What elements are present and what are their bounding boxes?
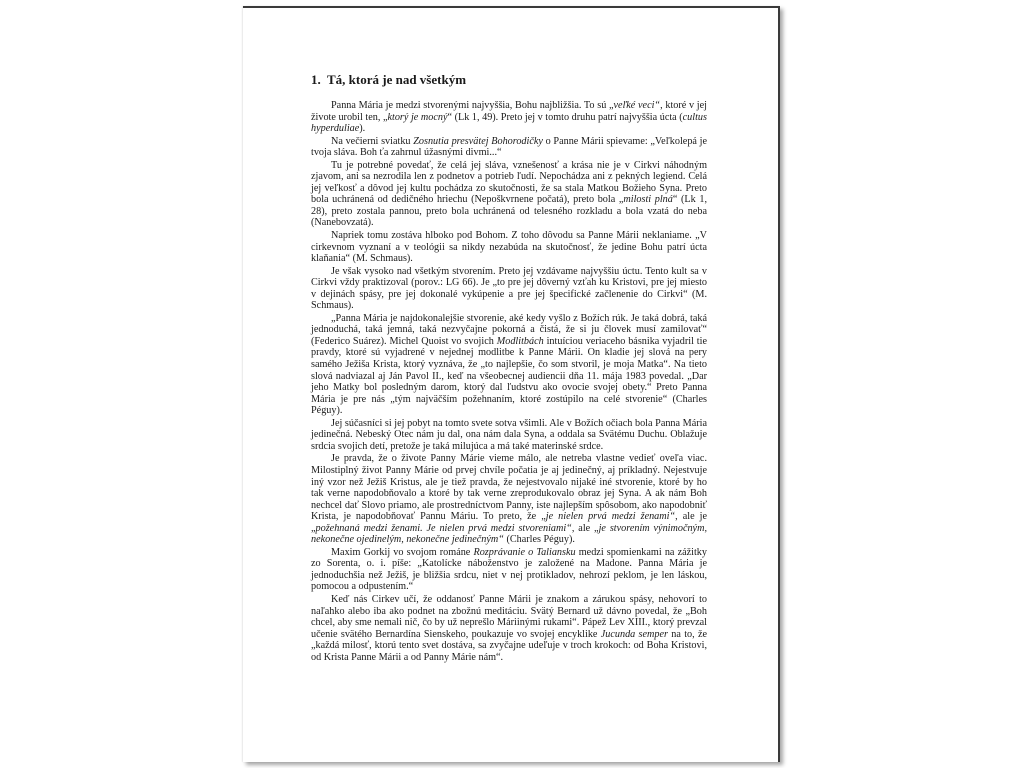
chapter-title: Tá, ktorá je nad všetkým	[327, 72, 467, 87]
text-segment: , ktoré v jej živote urobil ten, „	[311, 100, 707, 123]
text-segment: „Panna Mária je najdokonalejšie stvorenie, aké kedy vyšlo z Božích rúk. Je taká dobrá, taká jednoduchá, taká jemná, taká nezvyčajne pokorná a čistá, že si ju človek musí zamilovať“ (Federico Suárez). Michel Quoist vo svojich	[311, 312, 707, 347]
text-segment: Je pravda, že o živote Panny Márie vieme málo, ale netreba vlastne vedieť oveľa viac. Milostiplný život Panny Márie od prvej chvíle počatia je aj jedinečný, aj príkladný. Nejestvuje iný vzor než Ježiš Kristus, ale je tiež pravda, že nejestvovalo nijaké iné stvorenie, ktoré by ho tak verne napodobňovalo a ktoré by tak verne zreprodukovalo obraz jej Syna. A ak nám Boh nechcel dať Slovo priamo, ale prostredníctvom Panny, iste najlepším spôsobom, ako napodobniť Krista, je napodobňovať Pannu Máriu. To preto, že „	[311, 453, 707, 523]
paragraph	[311, 453, 707, 545]
italic-text: Zosnutia presvätej Bohorodičky	[413, 135, 543, 147]
paragraph	[311, 160, 707, 229]
italic-text: Jucunda semper	[600, 628, 668, 640]
paragraph	[311, 594, 707, 663]
italic-text: je stvorením výnimočným, nekonečne ojedinelým, nekonečne jedinečným“	[311, 522, 707, 546]
text-segment: Je však vysoko nad všetkým stvorením. Preto jej vzdávame najvyššiu úctu. Tento kult sa v Cirkvi vždy praktizoval (porov.: LG 66). Je „to pre jej dôverný vzťah ku Kristovi, pre jej miesto v dejinách spásy, pre jej dokonalé vykúpenie a pre jej špecifické začlenenie do Cirkvi“ (M. Schmaus).	[311, 265, 707, 312]
text-segment: Napriek tomu zostáva hlboko pod Bohom. Z toho dôvodu sa Panne Márii neklaniame. „V cirkevnom vyznaní a v teológii sa nikdy nezabúda na skutočnosť, že jedine Bohu patrí úcta klaňania“ (M. Schmaus).	[311, 230, 707, 265]
text-segment: Maxim Gorkij vo svojom románe	[331, 546, 474, 558]
text-segment: , ale je „	[311, 511, 707, 534]
italic-text: ktorý je mocný	[387, 111, 448, 123]
text-segment: (Charles Péguy).	[503, 534, 575, 546]
text-segment: Tu je potrebné povedať, že celá jej sláva, vznešenosť a krása nie je v Cirkvi náhodným zjavom, ani sa nezrodila len z podnetov a potrieb ľudí. Nepochádza ani z pekných legiend. Celá jej veľkosť a dôvod jej kultu pochádza zo skutočnosti, že sa stala Matkou Božieho Syna. Preto bola uchránená od dedičného hriechu (Nepoškvrnene počatá), preto bola „	[311, 159, 707, 206]
paragraph	[311, 230, 707, 265]
paragraph	[311, 266, 707, 312]
text-segment: “ (Lk 1, 28), preto zostala pannou, preto bola uchránená od telesného rozkladu a bola vzatá do neba (Nanebovzatá).	[311, 194, 707, 229]
text-segment: Keď nás Cirkev učí, že oddanosť Panne Márii je znakom a zárukou spásy, nehovorí to naľahko alebo iba ako podnet na zbožnú meditáciu. Svätý Bernard už dávno povedal, že „Boh chcel, aby sme nemali nič, čo by už neprešlo Máriinými rukami“. Pápež Lev XIII., ktorý prevzal učenie svätého Bernardína Sienskeho, poukazuje vo svojej encyklike	[311, 593, 707, 640]
italic-text: Modlitbách	[496, 335, 544, 347]
italic-text: Rozprávanie o Taliansku	[473, 546, 576, 558]
text-segment: , ale „	[571, 522, 599, 534]
text-segment: Jej súčasníci si jej pobyt na tomto svete sotva všimli. Ale v Božích očiach bola Panna Mária jedinečná. Nebeský Otec nám ju dal, ona nám dala Syna, a oddala sa Svätému Duchu. Oblažuje srdcia svojich detí, pretože je taká milujúca a má také materinské srdce.	[311, 417, 707, 452]
text-segment: medzi spomienkami na zážitky zo Sorenta, o. i. píše: „Katolícke náboženstvo je založené na Madone. Panna Mária je jednoduchšia než Ježiš, je bližšia srdcu, niet v nej protikladov, nehrozí peklom, je len láskou, pomocou a odpustením.“	[311, 546, 707, 593]
italic-text: je nielen prvá medzi ženami“	[545, 511, 676, 523]
paragraph	[311, 136, 707, 159]
text-segment: Na večierni sviatku	[331, 135, 414, 147]
text-segment: Panna Mária je medzi stvorenými najvyššia, Bohu najbližšia. To sú „	[331, 100, 614, 111]
text-segment: na to, že „každá milosť, ktorú tento svet dostáva, sa zvyčajne udeľuje v troch krokoch: od Boha Kristovi, od Krista Panne Márii a od Panny Márie nám“.	[311, 628, 708, 663]
chapter-heading	[311, 72, 707, 88]
page-content	[311, 72, 707, 663]
italic-text: veľké veci“	[613, 100, 661, 111]
paragraph	[311, 313, 707, 417]
paragraph	[311, 100, 707, 135]
text-segment: o Panne Márii spievame: „Veľkolepá je tvoja sláva. Boh ťa zahrnul úžasnými divmi...“	[311, 135, 707, 159]
italic-text: cultus hyperduliae	[311, 111, 707, 135]
text-segment: intuíciou veriaceho básnika vyjadril tie pravdy, ktoré sú vyjadrené v nejednej modlitbe k Panne Márii. On kladie jej slová na pery samého Ježiša Krista, ktorý vyznáva, že „to najlepšie, čo som stvoril, je moja Matka“. Na tieto slová nadviazal aj Ján Pavol II., keď na všeobecnej audiencii dňa 11. mája 1983 povedal. „Dar jeho Matky bol posledným darom, ktorý dal ľudstvu ako ovocie svojej obety.“ Preto Panna Mária je pre nás „tým najväčším požehnaním, ktoré zostúpilo na celé stvorenie“ (Charles Péguy).	[311, 335, 707, 417]
body-text	[311, 100, 707, 663]
italic-text: milosti plná	[623, 194, 673, 206]
paragraph	[311, 547, 707, 593]
document-page	[243, 6, 780, 762]
text-segment: “ (Lk 1, 49). Preto jej v tomto druhu patrí najvyššia úcta (	[447, 111, 683, 123]
italic-text: požehnaná medzi ženami. Je nielen prvá medzi stvoreniami“	[315, 522, 572, 534]
paragraph	[311, 418, 707, 453]
chapter-number: 1.	[311, 72, 321, 87]
text-segment: ).	[359, 123, 366, 135]
